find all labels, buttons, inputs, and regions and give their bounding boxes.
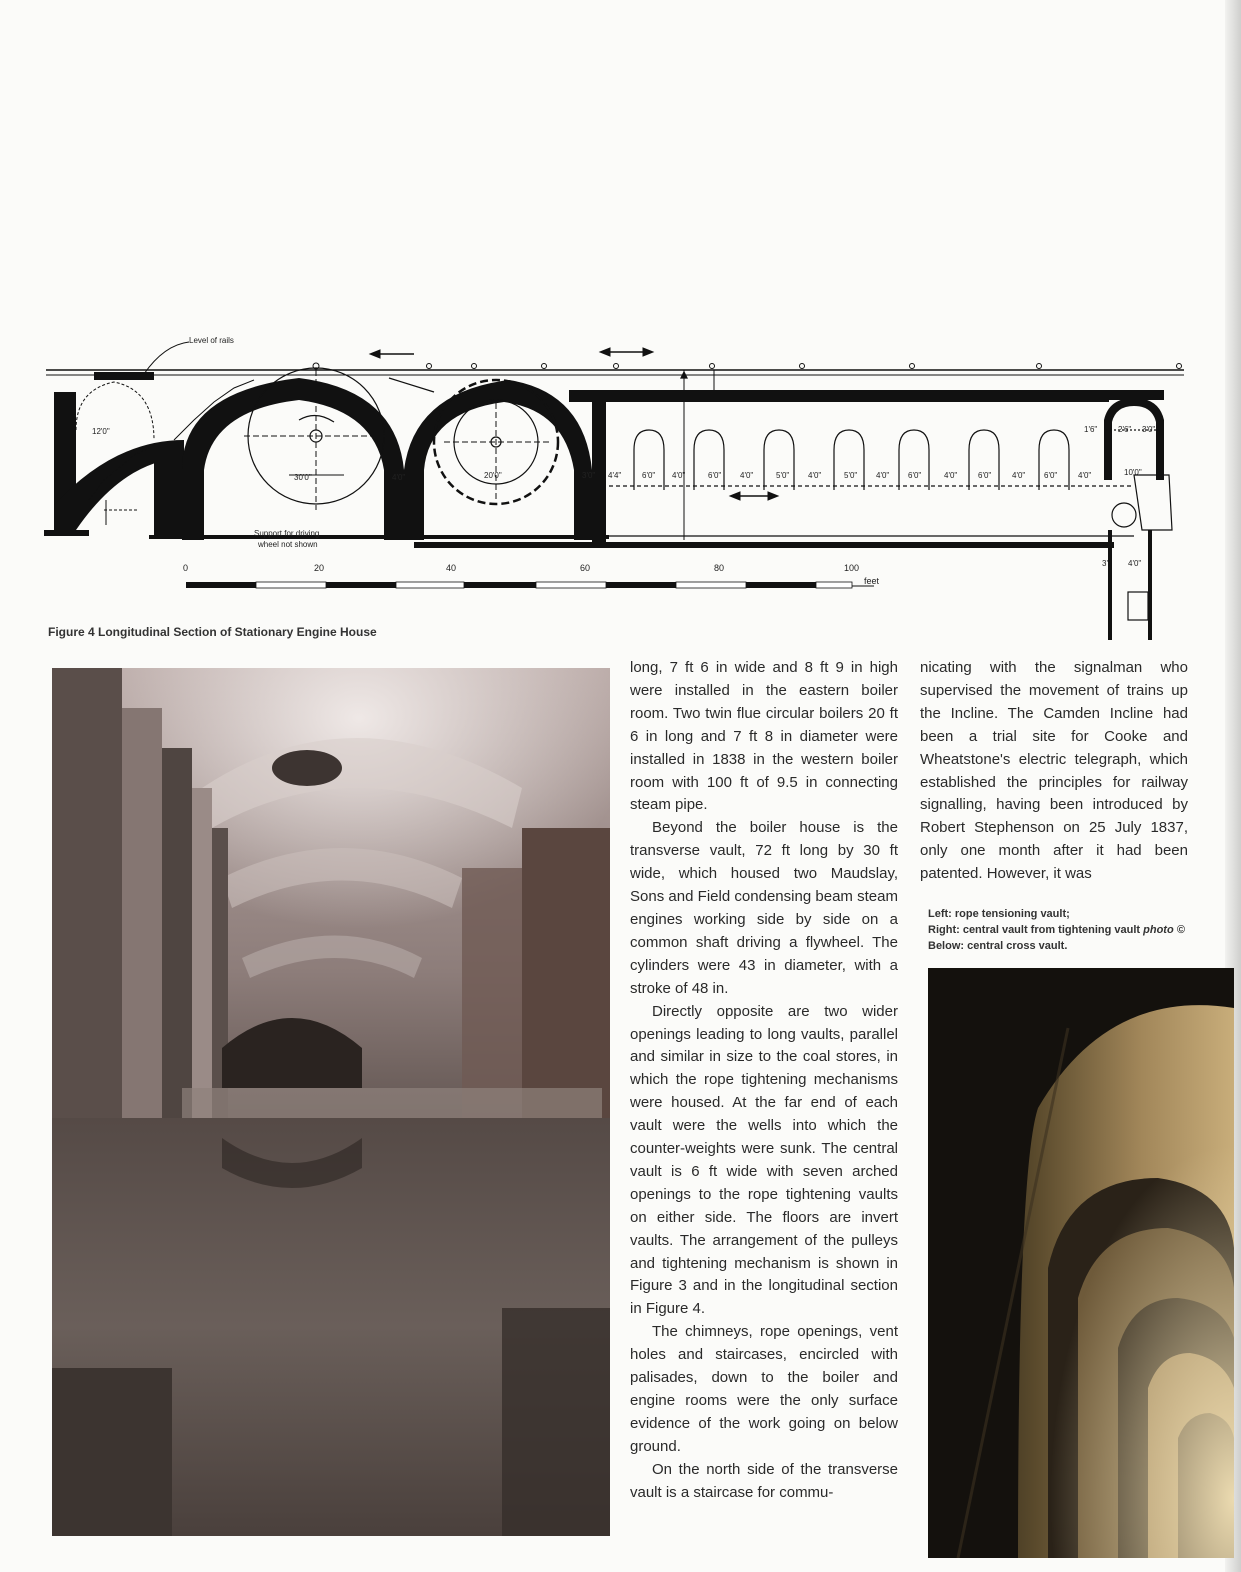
- dim-label: 6'0": [642, 471, 656, 480]
- dim-label: 6'0": [978, 471, 992, 480]
- dim-label: 3'0": [582, 471, 596, 480]
- caption-left: Left: rope tensioning vault;: [928, 908, 1070, 920]
- level-of-rails-label: Level of rails: [189, 336, 234, 345]
- central-cross-vault-photo: [928, 968, 1234, 1558]
- dim-label: 2'6": [1118, 425, 1132, 434]
- dim-label: 10'0": [1124, 468, 1142, 477]
- scale-tick-label: 60: [580, 563, 591, 573]
- dim-label: 20'0": [484, 471, 502, 480]
- dim-label: 6'0": [1044, 471, 1058, 480]
- scale-tick-label: 100: [844, 563, 860, 573]
- dim-label: 4'0": [1128, 559, 1142, 568]
- dim-label: 5'0": [776, 471, 790, 480]
- support-note-line-2: wheel not shown: [258, 540, 318, 549]
- caption-right: Right: central vault from tightening vault: [928, 924, 1141, 936]
- rope-tensioning-vault-photo: [52, 668, 610, 1536]
- article-paragraph: On the north side of the transverse vault is a staircase for commu-: [630, 1460, 898, 1501]
- article-column-middle: [630, 657, 898, 1505]
- article-paragraph: Beyond the boiler house is the transverse vault, 72 ft long by 30 ft wide, which housed two Maudslay, Sons and Field condensing beam steam engines working side by side on a common shaft driving a flywheel. The cylinders were 43 in diameter, with a stroke of 48 in.: [630, 819, 898, 997]
- photo-captions: [928, 906, 1228, 954]
- article-paragraph: nicating with the signalman who supervised the movement of trains up the Incline. The Camden Incline had been a trial site for Cooke and Wheatstone's electric telegraph, which established the principles for railway signalling, having been introduced by Robert Stephenson on 25 July 1837, only one month after it had been patented. However, it was: [920, 659, 1188, 883]
- caption-below: Below: central cross vault.: [928, 940, 1068, 952]
- photo-credit: photo ©: [1143, 924, 1185, 936]
- dim-label: 3': [1102, 559, 1108, 568]
- dim-label: 4'0": [808, 471, 822, 480]
- dim-label: 4'0": [944, 471, 958, 480]
- dim-label: 30'0": [294, 473, 312, 482]
- dim-label: 4'0": [392, 473, 406, 482]
- support-note-line-1: Support for driving: [254, 529, 320, 538]
- dim-label: 4'0": [672, 471, 686, 480]
- dim-label: 1'6": [1084, 425, 1098, 434]
- scale-tick-label: 20: [314, 563, 325, 573]
- scale-unit-label: feet: [864, 576, 880, 586]
- dim-label: 4'0": [1012, 471, 1026, 480]
- dim-label: 12'0": [92, 427, 110, 436]
- longitudinal-section-figure: [44, 330, 1214, 640]
- article-paragraph: The chimneys, rope openings, vent holes and staircases, encircled with palisades, down to the boiler and engine rooms were the only surface evidence of the work going on below ground.: [630, 1323, 898, 1455]
- scale-tick-label: 0: [183, 563, 189, 573]
- scale-tick-label: 40: [446, 563, 457, 573]
- article-column-right: [920, 657, 1188, 886]
- scale-tick-label: 80: [714, 563, 725, 573]
- dim-label: 4'0": [1078, 471, 1092, 480]
- dim-label: 4'0": [876, 471, 890, 480]
- dim-label: 4'0": [740, 471, 754, 480]
- article-paragraph: long, 7 ft 6 in wide and 8 ft 9 in high were installed in the eastern boiler room. Two twin flue circular boilers 20 ft 6 in long and 7 ft 8 in diameter were installed in 1838 in the western boiler room with 100 ft of 9.5 in connecting steam pipe.: [630, 659, 898, 814]
- section-drawing: [44, 330, 1214, 640]
- dim-label: 3'0": [1142, 425, 1156, 434]
- figure-caption: Figure 4 Longitudinal Section of Stationary Engine House: [48, 625, 377, 639]
- dim-label: 6'0": [908, 471, 922, 480]
- dim-label: 6'0": [708, 471, 722, 480]
- article-paragraph: Directly opposite are two wider openings leading to long vaults, parallel and similar in size to the coal stores, in which the rope tightening mechanisms were housed. At the far end of each vault were the wells into which the counter-weights were sunk. The central vault is 6 ft wide with seven arched openings to the rope tightening vaults on either side. The floors are invert vaults. The arrangement of the pulleys and tightening mechanism is shown in Figure 3 and in the longitudinal section in Figure 4.: [630, 1002, 898, 1318]
- dim-label: 4'4": [608, 471, 622, 480]
- dim-label: 5'0": [844, 471, 858, 480]
